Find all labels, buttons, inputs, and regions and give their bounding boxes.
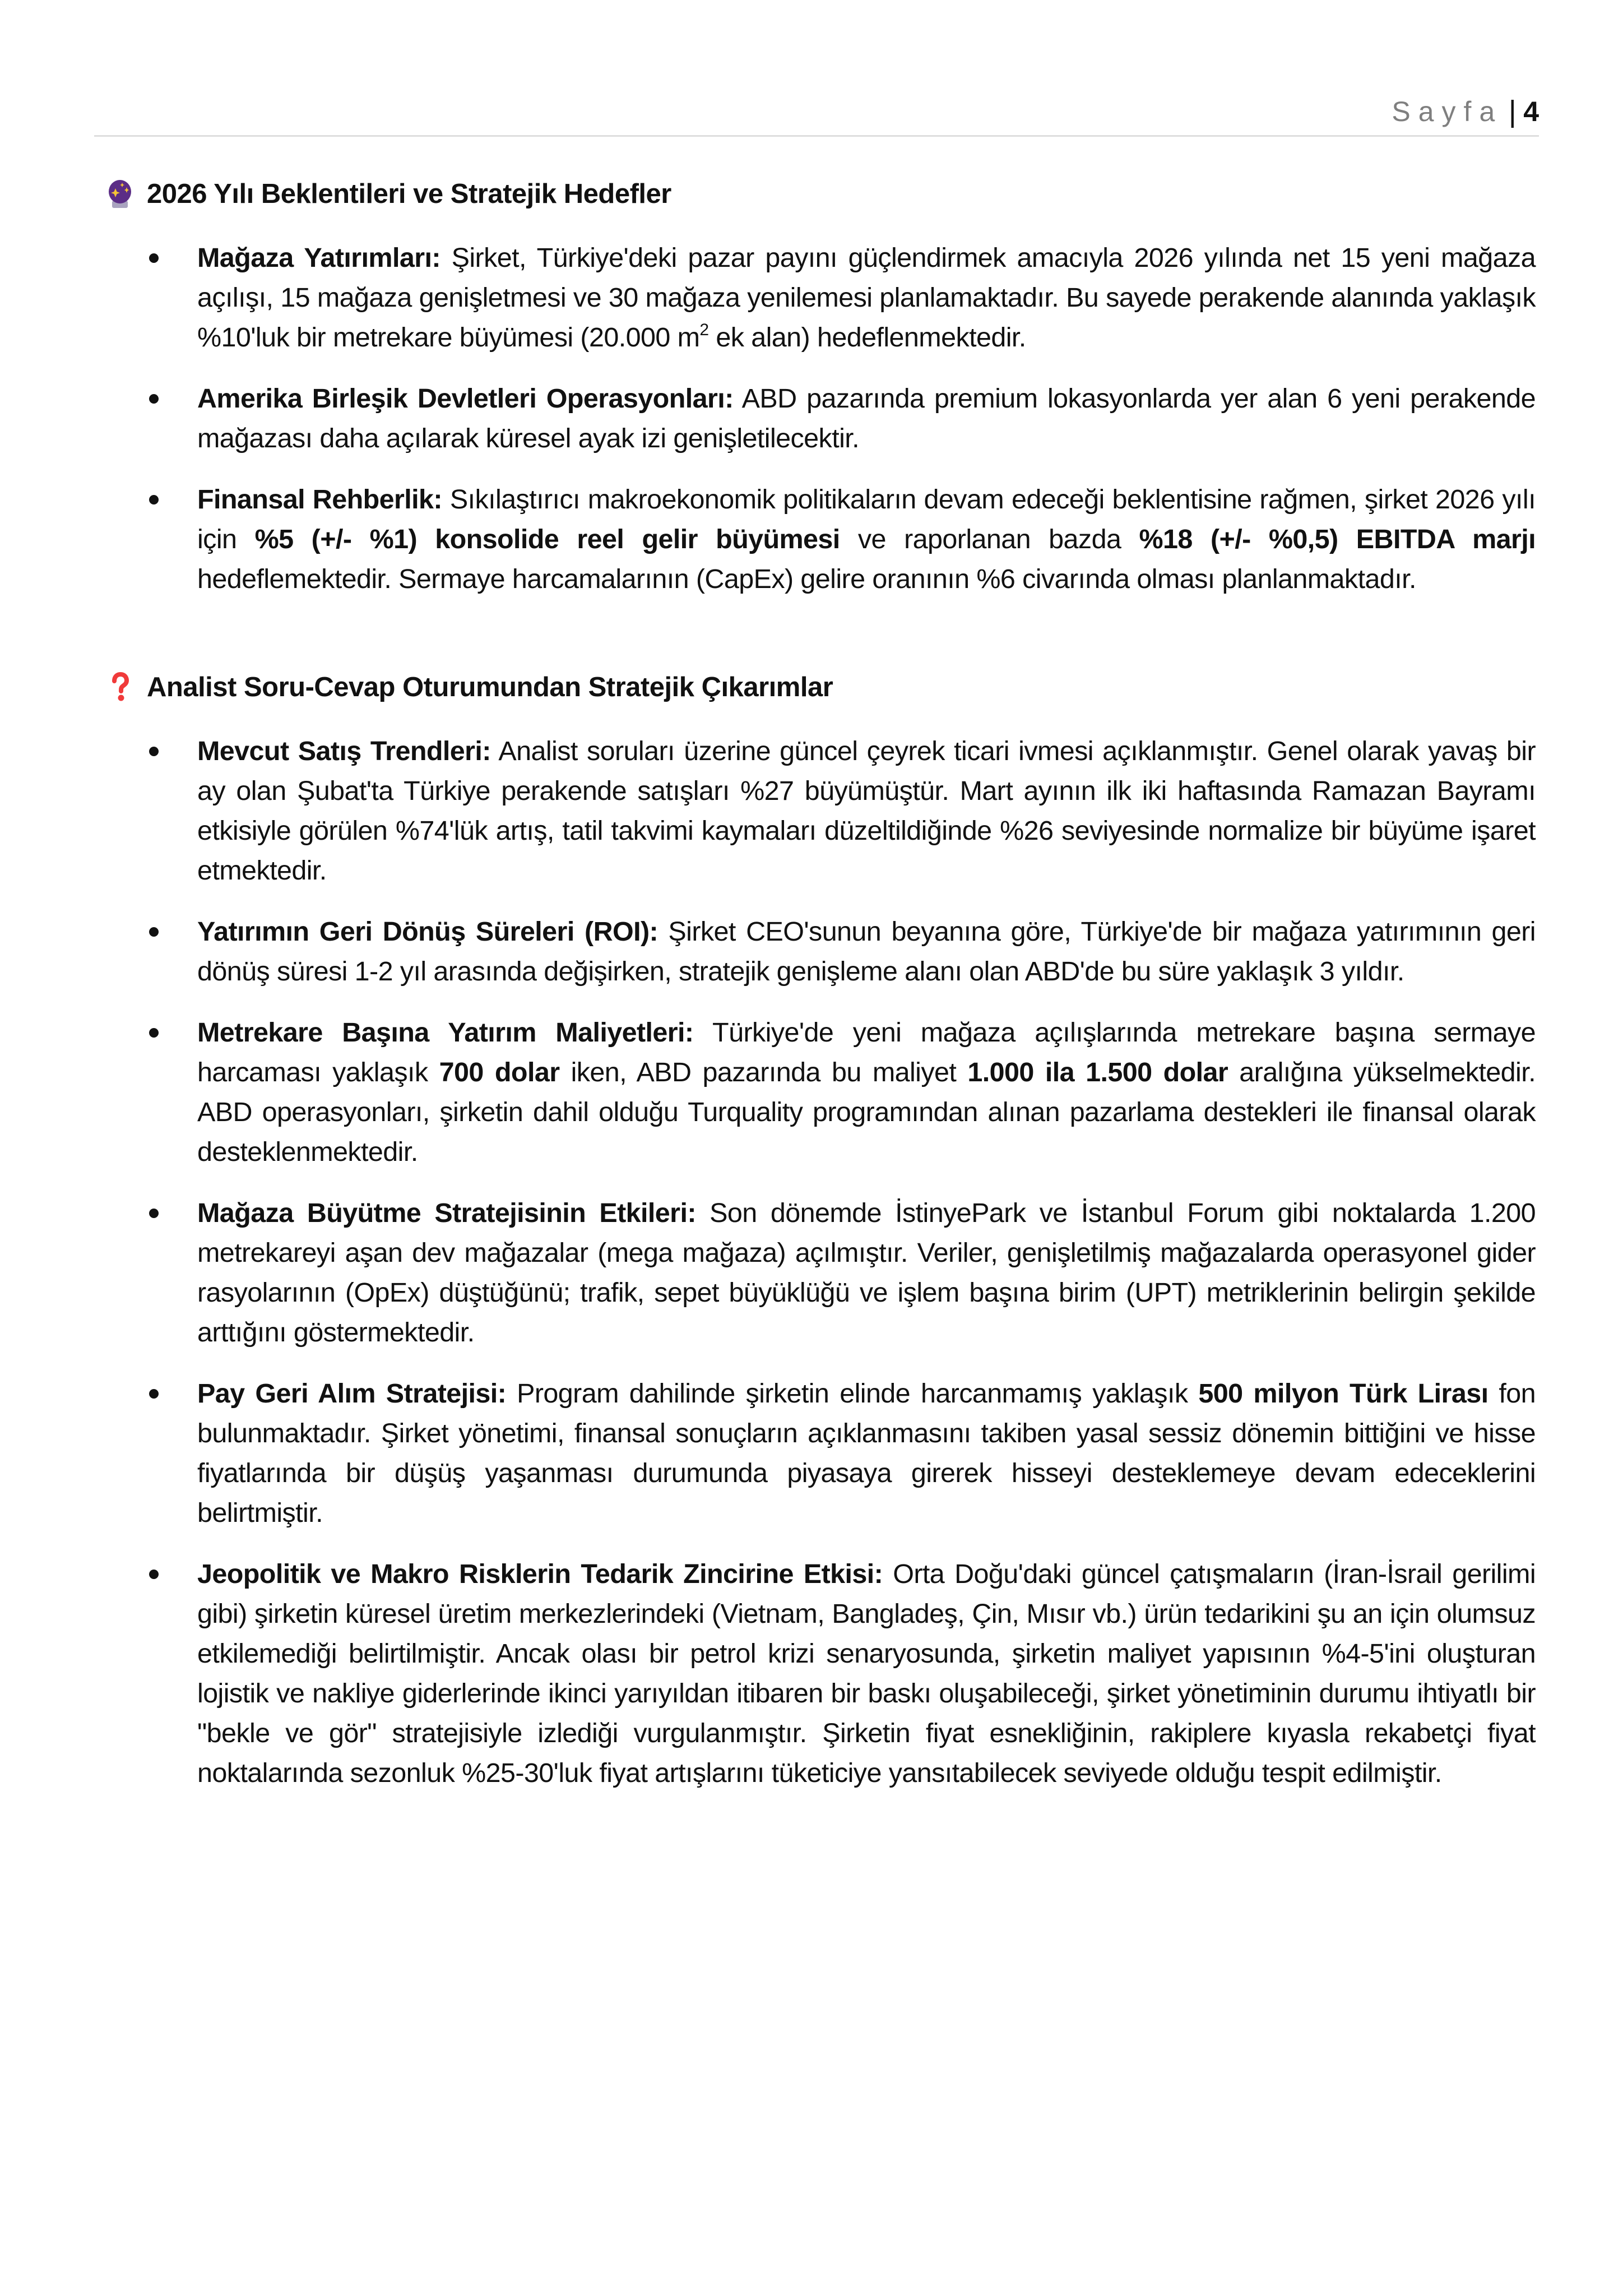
item-emphasis: 700 dolar: [439, 1057, 560, 1087]
item-emphasis: %18 (+/- %0,5) EBITDA marjı: [1139, 524, 1536, 554]
list-item: [197, 1193, 1536, 1353]
page-label: Sayfa: [1392, 96, 1503, 127]
item-label: Jeopolitik ve Makro Risklerin Tedarik Zincirine Etkisi:: [197, 1559, 883, 1589]
item-text: Son dönemde İstinyePark ve İstanbul Forum gibi noktalarda 1.200 metrekareyi aşan dev mağazalar (mega mağaza) açılmıştır. Veriler, genişletilmiş mağazalarda operasyonel gider rasyolarının (OpEx) düştüğünü; trafik, sepet büyüklüğü ve işlem başına birim (UPT) metriklerinin belirgin şekilde arttığını göstermektedir.: [197, 1198, 1536, 1348]
list-item: [197, 480, 1536, 599]
item-label: Mağaza Büyütme Stratejisinin Etkileri:: [197, 1198, 696, 1228]
list-item: [197, 379, 1536, 459]
page-header: [94, 95, 1539, 137]
section-heading-2026-expectations: [104, 178, 671, 210]
item-text: ABD pazarında premium lokasyonlarda yer alan 6 yeni perakende mağazası daha açılarak küresel ayak izi genişletilecektir.: [197, 383, 1536, 453]
list-item: [197, 732, 1536, 891]
item-text: hedeflemektedir. Sermaye harcamalarının (CapEx) gelire oranının %6 civarında olması planlanmaktadır.: [197, 564, 1416, 594]
section-title: Analist Soru-Cevap Oturumundan Stratejik Çıkarımlar: [147, 672, 833, 702]
bullet-list-expectations: [197, 238, 1536, 621]
item-label: Mağaza Yatırımları:: [197, 243, 440, 273]
item-emphasis: 1.000 ila 1.500 dolar: [967, 1057, 1228, 1087]
superscript: 2: [699, 321, 709, 339]
item-emphasis: 500 milyon Türk Lirası: [1198, 1378, 1488, 1409]
item-text: Orta Doğu'daki güncel çatışmaların (İran-İsrail gerilimi gibi) şirketin küresel üretim merkezlerindeki (Vietnam, Bangladeş, Çin, Mısır vb.) ürün tedarikini şu an için olumsuz etkilemediği belirtilmiştir. Ancak olası bir petrol krizi senaryosunda, şirketin maliyet yapısının %4-5'ini oluşturan lojistik ve nakliye giderlerinde ikinci yarıyıldan itibaren bir baskı oluşabileceği, şirket yönetiminin durumu ihtiyatlı bir "bekle ve gör" stratejisiyle izlediği vurgulanmıştır. Şirketin fiyat esnekliğinin, rakiplere kıyasla rekabetçi fiyat noktalarında sezonluk %25-30'luk fiyat artışlarını tüketiciye yansıtabilecek seviyede olduğu tespit edilmiştir.: [197, 1559, 1536, 1788]
list-item: [197, 1554, 1536, 1793]
list-item: [197, 912, 1536, 992]
bullet-list-analyst-qa: [197, 732, 1536, 1814]
list-item: [197, 238, 1536, 358]
section-heading-analyst-qa: [104, 672, 833, 703]
item-label: Yatırımın Geri Dönüş Süreleri (ROI):: [197, 916, 659, 947]
item-label: Finansal Rehberlik:: [197, 484, 442, 515]
page-number: 4: [1523, 96, 1539, 127]
item-text: Analist soruları üzerine güncel çeyrek ticari ivmesi açıklanmıştır. Genel olarak yavaş bir ay olan Şubat'ta Türkiye perakende satışları %27 büyümüştür. Mart ayının ilk iki haftasında Ramazan Bayramı etkisiyle görülen %74'lük artış, tatil takvimi kaymaları düzeltildiğinde %26 seviyesinde normalize bir büyüme işaret etmektedir.: [197, 736, 1536, 886]
crystal-ball-icon: [104, 178, 136, 210]
item-text: ek alan) hedeflenmektedir.: [708, 322, 1026, 353]
item-text: Şirket, Türkiye'deki pazar payını güçlendirmek amacıyla 2026 yılında net 15 yeni mağaza açılışı, 15 mağaza genişletmesi ve 30 mağaza yenilemesi planlamaktadır. Bu sayede perakende alanında yaklaşık %10'luk bir metrekare büyümesi (20.000 m: [197, 243, 1536, 353]
item-emphasis: %5 (+/- %1) konsolide reel gelir büyümesi: [254, 524, 840, 554]
question-mark-icon: [104, 672, 136, 703]
item-text: Şirket CEO'sunun beyanına göre, Türkiye'de bir mağaza yatırımının geri dönüş süresi 1-2 yıl arasında değişirken, stratejik genişleme alanı olan ABD'de bu süre yaklaşık 3 yıldır.: [197, 916, 1536, 987]
item-text: ve raporlanan bazda: [840, 524, 1139, 554]
item-text: Program dahilinde şirketin elinde harcanmamış yaklaşık: [506, 1378, 1199, 1409]
item-label: Pay Geri Alım Stratejisi:: [197, 1378, 507, 1409]
item-text: iken, ABD pazarında bu maliyet: [559, 1057, 968, 1087]
item-label: Mevcut Satış Trendleri:: [197, 736, 491, 766]
item-label: Metrekare Başına Yatırım Maliyetleri:: [197, 1017, 694, 1048]
item-text: Sıkılaştırıcı makroekonomik politikaların devam edeceği beklentisine rağmen, şirket 2026 yılı için: [197, 484, 1536, 554]
item-text: fon bulunmaktadır. Şirket yönetimi, finansal sonuçların açıklanmasını takiben yasal sessiz dönemin bittiğini ve hisse fiyatlarında bir düşüş yaşanması durumunda piyasaya girerek hisseyi desteklemeye devam edeceklerini belirtmiştir.: [197, 1378, 1536, 1528]
item-text: aralığına yükselmektedir. ABD operasyonları, şirketin dahil olduğu Turquality programından alınan pazarlama destekleri ile finansal olarak desteklenmektedir.: [197, 1057, 1536, 1167]
list-item: [197, 1374, 1536, 1533]
list-item: [197, 1013, 1536, 1172]
section-title: 2026 Yılı Beklentileri ve Stratejik Hedefler: [147, 179, 671, 209]
page-separator: |: [1508, 95, 1517, 128]
item-label: Amerika Birleşik Devletleri Operasyonları:: [197, 383, 734, 414]
item-text: Türkiye'de yeni mağaza açılışlarında metrekare başına sermaye harcaması yaklaşık: [197, 1017, 1536, 1087]
